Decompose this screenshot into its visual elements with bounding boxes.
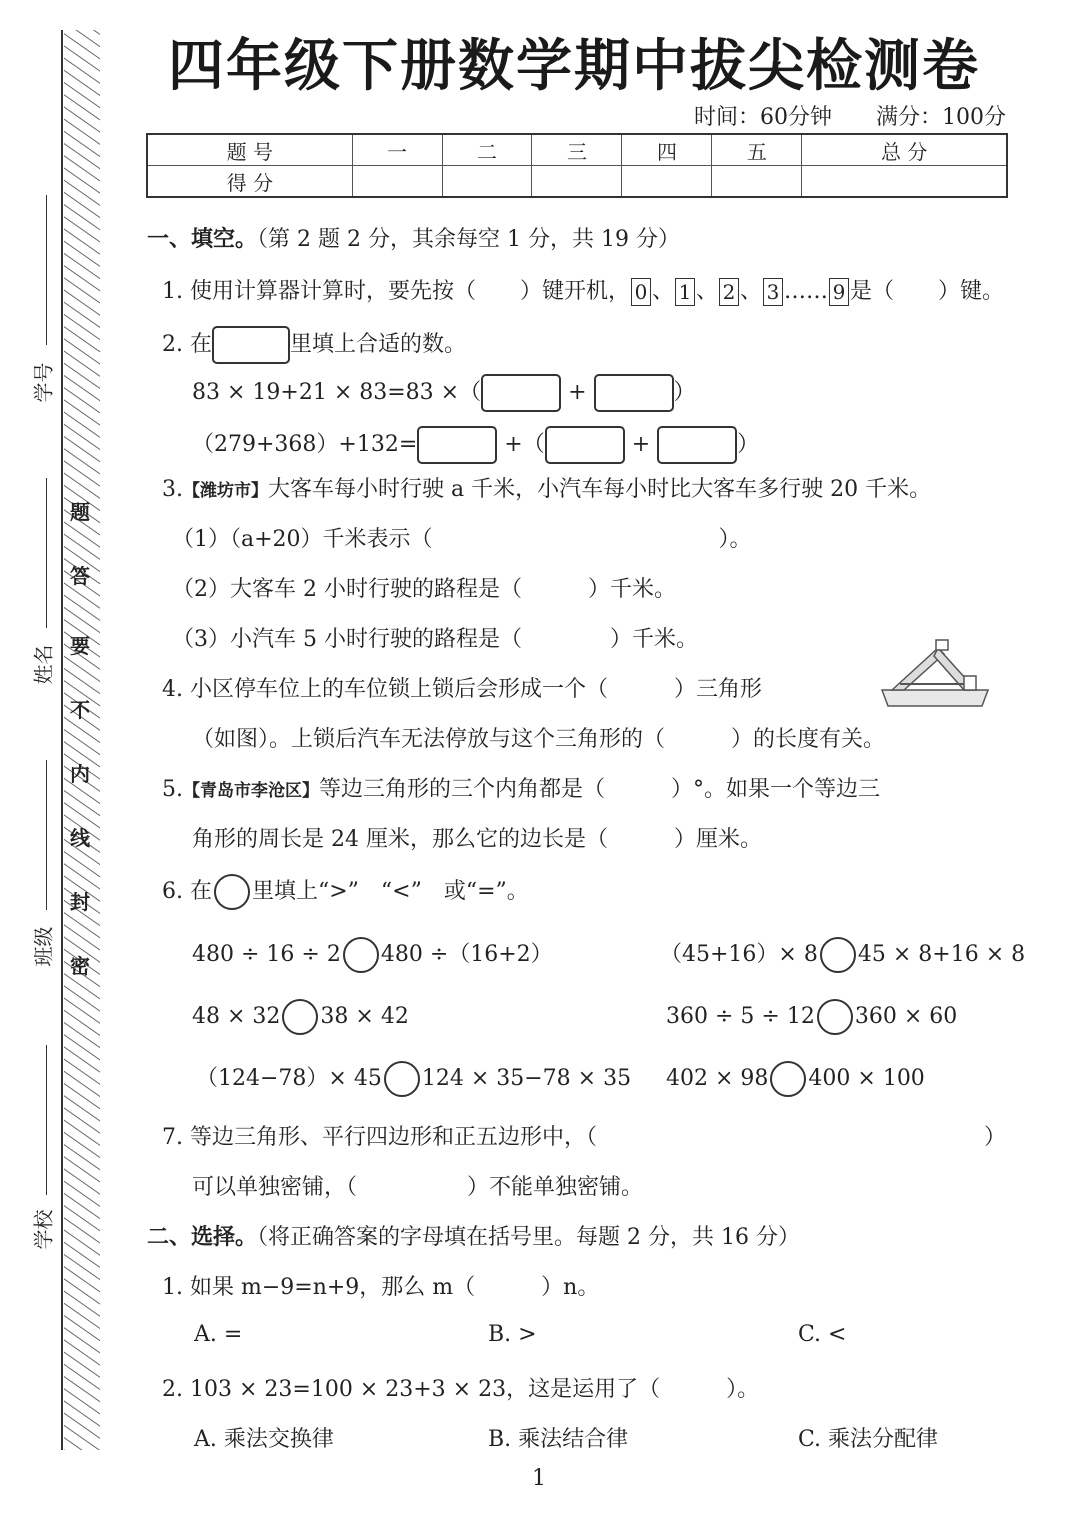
time-limit: 时间：60分钟 xyxy=(694,105,832,130)
table-cell: 总 分 xyxy=(802,134,1007,166)
compare-circle[interactable] xyxy=(770,1061,806,1097)
choice-option[interactable]: C. < xyxy=(798,1322,847,1347)
section-1-heading xyxy=(147,222,680,253)
field-line-xuexiao xyxy=(46,1045,47,1195)
q3-sub-1: （1）（a+20）千米表示（ ）。 xyxy=(172,527,752,552)
compare-item xyxy=(666,999,957,1035)
field-line-xingming xyxy=(46,478,47,628)
table-row xyxy=(147,134,1007,166)
table-cell: 五 xyxy=(712,134,802,166)
seal-char: 密 xyxy=(70,954,90,978)
q1-text-b: 是（ ）键。 xyxy=(850,279,1005,304)
compare-left: 402 × 98 xyxy=(666,1066,769,1091)
compare-item xyxy=(192,937,553,973)
compare-item xyxy=(196,1061,631,1097)
seal-char: 不 xyxy=(70,698,90,722)
key-3: 3 xyxy=(763,278,783,306)
q3-sub-3: （3）小汽车 5 小时行驶的路程是（ ）千米。 xyxy=(172,627,698,652)
compare-left: 360 ÷ 5 ÷ 12 xyxy=(666,1004,815,1029)
key-2: 2 xyxy=(719,278,739,306)
question-3 xyxy=(162,472,931,503)
table-cell: 四 xyxy=(622,134,712,166)
q5-num: 5. xyxy=(162,777,183,802)
label-banji: 班级 xyxy=(31,926,56,967)
choice-question-2: 2. 103 × 23=100 × 23+3 × 23，这是运用了（ ）。 xyxy=(162,1377,760,1402)
score-cell[interactable] xyxy=(442,166,532,198)
field-line-banji xyxy=(46,760,47,910)
q3-sub-2: （2）大客车 2 小时行驶的路程是（ ）千米。 xyxy=(172,577,676,602)
q5-tag: 【青岛市李沧区】 xyxy=(183,781,319,801)
seal-char: 封 xyxy=(70,890,90,914)
q1-text-a: 1. 使用计算器计算时，要先按（ ）键开机， xyxy=(162,279,630,304)
q4-line-1: 4. 小区停车位上的车位锁上锁后会形成一个（ ）三角形 xyxy=(162,677,762,702)
q3-text: 大客车每小时行驶 a 千米，小汽车每小时比大客车多行驶 20 千米。 xyxy=(268,477,932,502)
compare-left: 48 × 32 xyxy=(192,1004,281,1029)
q6-text-a: 6. 在 xyxy=(162,879,212,904)
field-line-xuehao xyxy=(46,195,47,345)
page-title: 四年级下册数学期中拔尖检测卷 xyxy=(168,34,980,99)
question-5 xyxy=(162,772,880,803)
label-xingming: 姓名 xyxy=(31,644,56,685)
compare-left: （124−78）× 45 xyxy=(196,1066,382,1091)
q2-line-1: 83 × 19+21 × 83=83 ×（ + ） xyxy=(192,374,696,412)
answer-box[interactable] xyxy=(594,374,674,412)
compare-right: 480 ÷（16+2） xyxy=(380,942,553,967)
q2-line-2: （279+368）+132= +（ + ） xyxy=(192,426,759,464)
choice-question-1: 1. 如果 m−9=n+9，那么 m（ ）n。 xyxy=(162,1275,600,1300)
q3-tag: 【潍坊市】 xyxy=(183,481,268,501)
seal-char: 要 xyxy=(70,634,90,658)
q6-text-b: 里填上“>” “<” 或“=”。 xyxy=(251,879,529,904)
score-cell[interactable] xyxy=(802,166,1007,198)
table-cell: 二 xyxy=(442,134,532,166)
compare-circle[interactable] xyxy=(820,937,856,973)
table-cell: 三 xyxy=(532,134,622,166)
compare-item xyxy=(192,999,409,1035)
compare-right: 360 × 60 xyxy=(854,1004,958,1029)
table-cell: 一 xyxy=(352,134,442,166)
key-9: 9 xyxy=(829,278,849,306)
section-title: 二、选择。 xyxy=(147,1225,258,1250)
q5-line-1: 等边三角形的三个内角都是（ ）°。如果一个等边三 xyxy=(319,777,881,802)
score-cell[interactable] xyxy=(712,166,802,198)
seal-char: 题 xyxy=(70,500,90,524)
key-1: 1 xyxy=(675,278,695,306)
parking-lock-figure xyxy=(878,636,992,712)
compare-circle[interactable] xyxy=(214,874,250,910)
question-6 xyxy=(162,874,529,910)
q5-line-2: 角形的周长是 24 厘米，那么它的边长是（ ）厘米。 xyxy=(192,827,762,852)
question-1: 1. 使用计算器计算时，要先按（ ）键开机， 0 、 1 、 2 、 3 …… 9 是（ ）键。 xyxy=(162,279,1005,304)
question-2 xyxy=(162,326,466,364)
compare-circle[interactable] xyxy=(282,999,318,1035)
table-cell: 题 号 xyxy=(147,134,352,166)
answer-box[interactable] xyxy=(212,326,290,364)
compare-item xyxy=(666,1061,925,1097)
answer-box[interactable] xyxy=(417,426,497,464)
q7-line-1-end: ） xyxy=(984,1125,1007,1150)
choice-option[interactable]: B. 乘法结合律 xyxy=(488,1427,629,1452)
section-2-heading xyxy=(147,1220,800,1251)
q2-text-b: 里填上合适的数。 xyxy=(289,332,466,357)
compare-circle[interactable] xyxy=(817,999,853,1035)
seal-char: 线 xyxy=(70,826,90,850)
compare-right: 38 × 42 xyxy=(320,1004,409,1029)
q7-line-2: 可以单独密铺，（ ）不能单独密铺。 xyxy=(192,1175,644,1200)
label-xuexiao: 学校 xyxy=(31,1209,56,1250)
compare-circle[interactable] xyxy=(343,937,379,973)
section-note: （将正确答案的字母填在括号里。每题 2 分，共 16 分） xyxy=(257,1225,800,1250)
seal-char: 内 xyxy=(70,762,90,786)
table-row xyxy=(147,166,1007,198)
page-number: 1 xyxy=(532,1466,546,1491)
answer-box[interactable] xyxy=(481,374,561,412)
score-table xyxy=(146,133,1008,198)
full-score: 满分：100分 xyxy=(876,105,1006,130)
q2-expr-1: 83 × 19+21 × 83=83 ×（ xyxy=(192,380,482,405)
choice-option[interactable]: C. 乘法分配律 xyxy=(798,1427,939,1452)
compare-left: （45+16）× 8 xyxy=(660,942,818,967)
compare-right: 400 × 100 xyxy=(808,1066,925,1091)
answer-box[interactable] xyxy=(657,426,737,464)
q4-line-2: （如图）。上锁后汽车无法停放与这个三角形的（ ）的长度有关。 xyxy=(192,727,886,752)
score-cell[interactable] xyxy=(622,166,712,198)
compare-item xyxy=(660,937,1025,973)
score-cell[interactable] xyxy=(532,166,622,198)
q2-text-a: 2. 在 xyxy=(162,332,212,357)
compare-right: 45 × 8+16 × 8 xyxy=(857,942,1026,967)
section-note: （第 2 题 2 分，其余每空 1 分，共 19 分） xyxy=(257,227,680,252)
binding-hatch xyxy=(58,30,102,1450)
choice-option[interactable]: A. 乘法交换律 xyxy=(194,1427,334,1452)
answer-box[interactable] xyxy=(545,426,625,464)
label-xuehao: 学号 xyxy=(31,362,56,403)
compare-circle[interactable] xyxy=(384,1061,420,1097)
key-0: 0 xyxy=(631,278,651,306)
seal-char: 答 xyxy=(70,564,90,588)
choice-option[interactable]: A. = xyxy=(194,1322,243,1347)
compare-left: 480 ÷ 16 ÷ 2 xyxy=(192,942,341,967)
section-title: 一、填空。 xyxy=(147,227,258,252)
q3-num: 3. xyxy=(162,477,183,502)
q7-line-1: 7. 等边三角形、平行四边形和正五边形中，（ xyxy=(162,1125,597,1150)
score-cell[interactable] xyxy=(352,166,442,198)
table-cell: 得 分 xyxy=(147,166,352,198)
choice-option[interactable]: B. > xyxy=(488,1322,537,1347)
q2-expr-2: （279+368）+132= xyxy=(192,432,418,457)
compare-right: 124 × 35−78 × 35 xyxy=(421,1066,632,1091)
